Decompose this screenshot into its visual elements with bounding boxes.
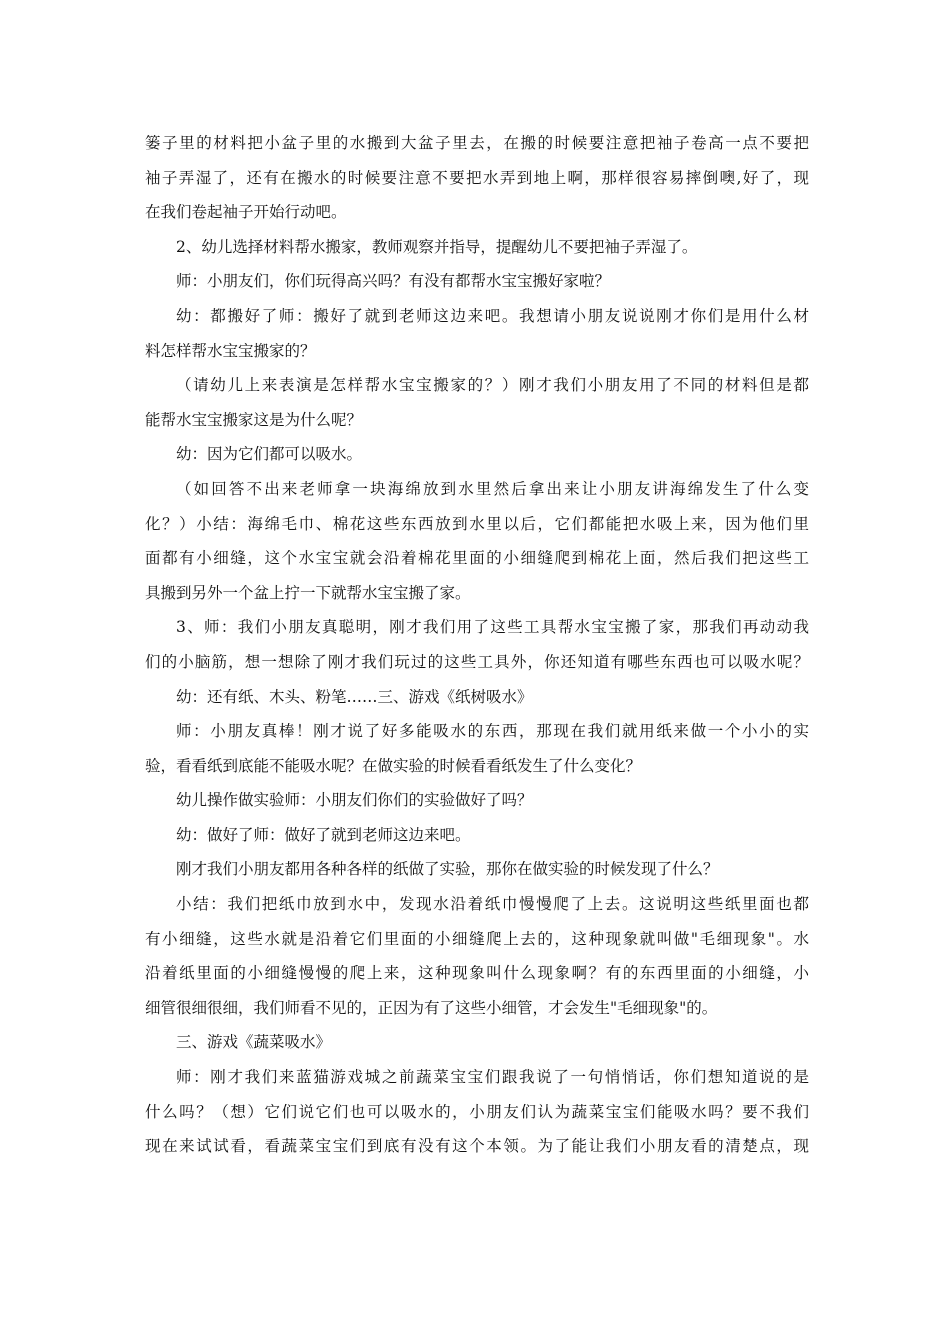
text-line: 袖子弄湿了，还有在搬水的时候要注意不要把水弄到地上啊，那样很容易摔倒噢,好了，现 <box>145 168 809 187</box>
text-line: （请幼儿上来表演是怎样帮水宝宝搬家的？）刚才我们小朋友用了不同的材料但是都 <box>176 376 809 395</box>
text-line: 刚才我们小朋友都用各种各样的纸做了实验，那你在做实验的时候发现了什么？ <box>176 860 719 879</box>
text-line: 幼儿操作做实验师：小朋友们你们的实验做好了吗？ <box>176 791 533 810</box>
text-line: 料怎样帮水宝宝搬家的？ <box>145 341 316 360</box>
text-line: 幼：做好了师：做好了就到老师这边来吧。 <box>176 825 471 844</box>
text-line: 幼：都搬好了师：搬好了就到老师这边来吧。我想请小朋友说说刚才你们是用什么材 <box>176 306 809 325</box>
text-line: 现在来试试看，看蔬菜宝宝们到底有没有这个本领。为了能让我们小朋友看的清楚点，现 <box>145 1137 809 1156</box>
text-line: 2、幼儿选择材料帮水搬家，教师观察并指导，提醒幼儿不要把袖子弄湿了。 <box>176 237 698 256</box>
text-line: 师：小朋友们，你们玩得高兴吗？有没有都帮水宝宝搬好家啦？ <box>176 272 611 291</box>
document-body <box>145 126 809 1164</box>
text-line: 篓子里的材料把小盆子里的水搬到大盆子里去，在搬的时候要注意把袖子卷高一点不要把 <box>145 134 809 152</box>
text-line: 面都有小细缝，这个水宝宝就会沿着棉花里面的小细缝爬到棉花上面，然后我们把这些工 <box>145 549 809 568</box>
text-line: 师：刚才我们来蓝猫游戏城之前蔬菜宝宝们跟我说了一句悄悄话，你们想知道说的是 <box>176 1068 809 1087</box>
text-line: 在我们卷起袖子开始行动吧。 <box>145 203 347 222</box>
text-line: 沿着纸里面的小细缝慢慢的爬上来，这种现象叫什么现象啊？有的东西里面的小细缝，小 <box>145 964 809 983</box>
text-line: 有小细缝，这些水就是沿着它们里面的小细缝爬上去的，这种现象就叫做"毛细现象"。水 <box>145 929 809 948</box>
text-line: 能帮水宝宝搬家这是为什么呢？ <box>145 410 363 429</box>
text-line: 小结：我们把纸巾放到水中，发现水沿着纸巾慢慢爬了上去。这说明这些纸里面也都 <box>176 895 809 914</box>
text-line: 细管很细很细，我们师看不见的，正因为有了这些小细管，才会发生"毛细现象"的。 <box>145 998 718 1017</box>
text-line: 师：小朋友真棒！刚才说了好多能吸水的东西，那现在我们就用纸来做一个小小的实 <box>176 722 809 741</box>
text-line: 幼：还有纸、木头、粉笔……三、游戏《纸树吸水》 <box>176 687 533 706</box>
section-heading: 三、游戏《蔬菜吸水》 <box>176 1033 332 1052</box>
text-line: 化？）小结：海绵毛巾、棉花这些东西放到水里以后，它们都能把水吸上来，因为他们里 <box>145 514 809 533</box>
text-line: （如回答不出来老师拿一块海绵放到水里然后拿出来让小朋友讲海绵发生了什么变 <box>176 479 809 498</box>
text-line: 什么吗？（想）它们说它们也可以吸水的，小朋友们认为蔬菜宝宝们能吸水吗？要不我们 <box>145 1102 809 1121</box>
text-line: 们的小脑筋，想一想除了刚才我们玩过的这些工具外，你还知道有哪些东西也可以吸水呢？ <box>145 652 809 671</box>
text-line: 验，看看纸到底能不能吸水呢？在做实验的时候看看纸发生了什么变化？ <box>145 756 642 775</box>
text-line: 具搬到另外一个盆上拧一下就帮水宝宝搬了家。 <box>145 583 471 602</box>
text-line: 幼：因为它们都可以吸水。 <box>176 445 363 464</box>
text-line: 3、师：我们小朋友真聪明，刚才我们用了这些工具帮水宝宝搬了家，那我们再动动我 <box>176 618 809 637</box>
